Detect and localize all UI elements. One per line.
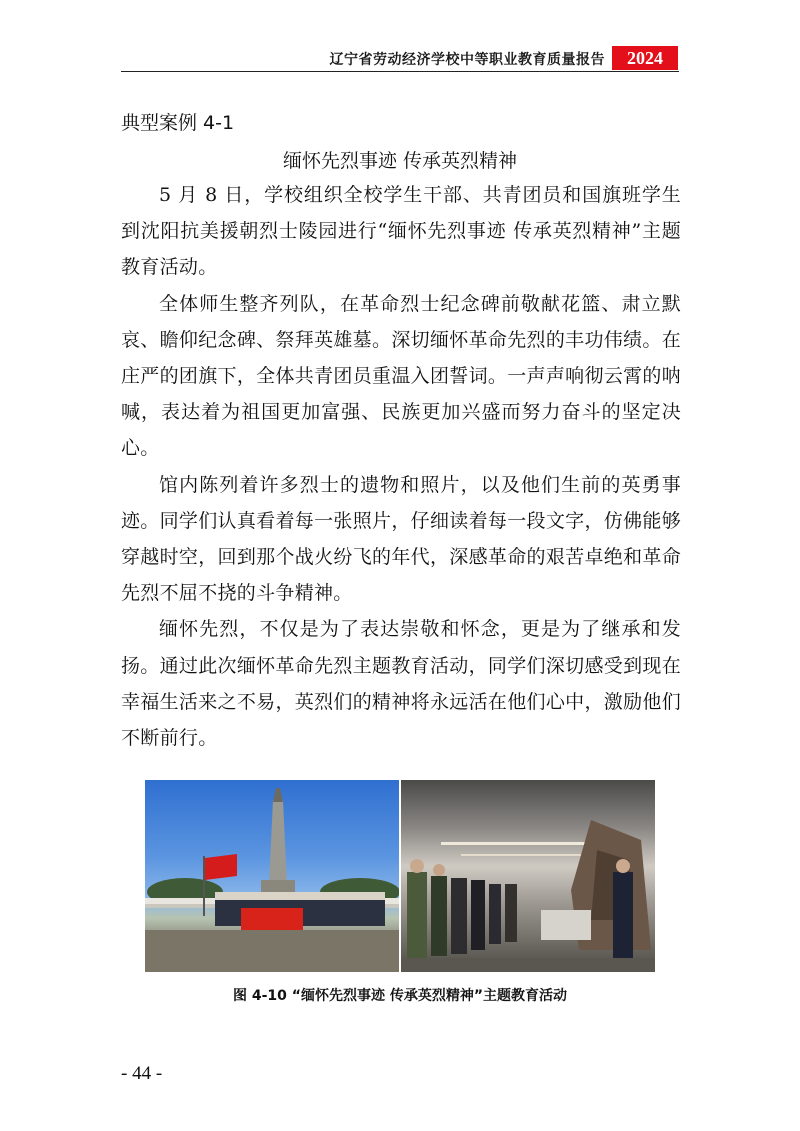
article-body [121,177,681,756]
paragraph-2: 全体师生整齐列队，在革命烈士纪念碑前敬献花篮、肃立默哀、瞻仰纪念碑、祭拜英雄墓。深切缅怀革命先烈的丰功伟绩。在庄严的团旗下，全体共青团员重温入团誓词。一声声响彻云霄的呐喊，表达着为祖国更加富强、民族更加兴盛而努力奋斗的坚定决心。 [121,292,681,460]
figure-caption: 图 4-10 “缅怀先烈事迹 传承英烈精神”主题教育活动 [232,988,568,1004]
case-label: 典型案例 4-1 [121,112,235,134]
figure-photos [145,780,655,972]
paragraph-3: 馆内陈列着许多烈士的遗物和照片，以及他们生前的英勇事迹。同学们认真看着每一张照片，仔细读着每一段文字，仿佛能够穿越时空，回到那个战火纷飞的年代，深感革命的艰苦卓绝和革命先烈不屈不挠的斗争精神。 [121,473,681,605]
photo-museum-visit [401,780,655,972]
case-title: 缅怀先烈事迹 传承英烈精神 [282,150,518,172]
header-divider [121,71,679,72]
paragraph-1: 5 月 8 日，学校组织全校学生干部、共青团员和国旗班学生到沈阳抗美援朝烈士陵园进行“缅怀先烈事迹 传承英烈精神”主题教育活动。 [121,184,681,279]
page-number: - 44 - [121,1063,163,1084]
report-header-title: 辽宁省劳动经济学校中等职业教育质量报告 [329,52,605,68]
report-year-badge: 2024 [612,46,678,70]
paragraph-4: 缅怀先烈，不仅是为了表达崇敬和怀念，更是为了继承和发扬。通过此次缅怀革命先烈主题教育活动，同学们深切感受到现在幸福生活来之不易，英烈们的精神将永远活在他们心中，激励他们不断前行。 [121,618,681,750]
photo-memorial-group [145,780,399,972]
